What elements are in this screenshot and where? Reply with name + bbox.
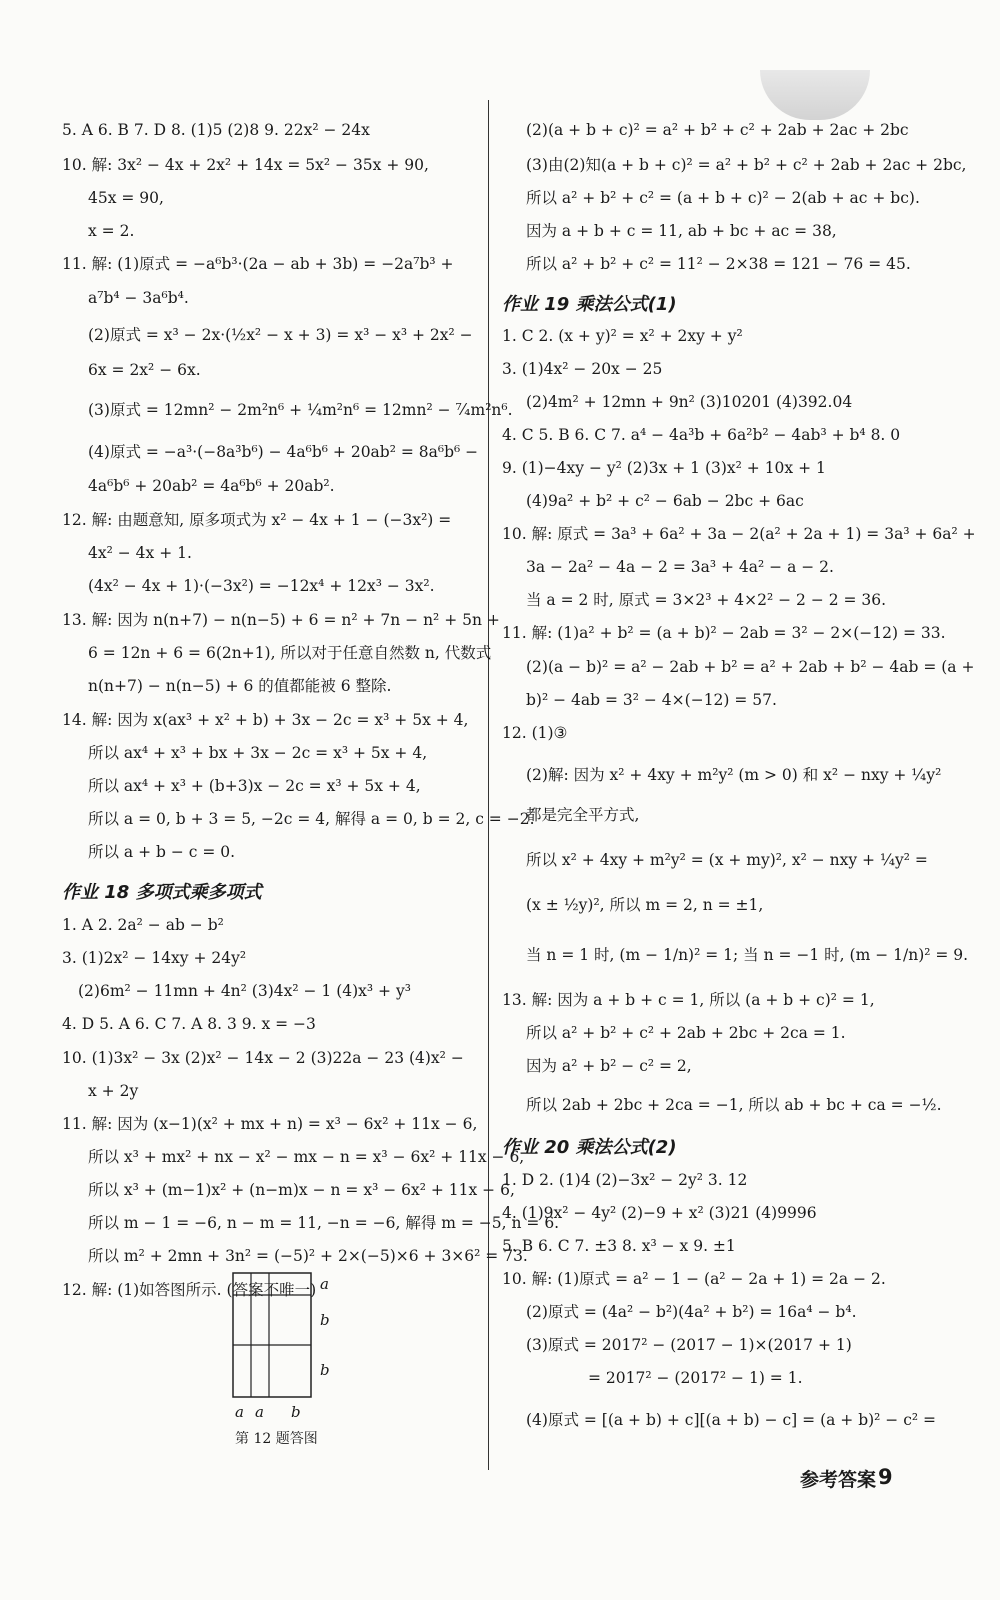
answer-line: 1. C 2. (x + y)² = x² + 2xy + y² [502,327,743,345]
answer-line: 所以 m − 1 = −6, n − m = 11, −n = −6, 解得 m = −5, n = 6. [88,1214,560,1232]
answer-line: 所以 x³ + mx² + nx − x² − mx − n = x³ − 6x² + 11x − 6, [88,1148,525,1166]
section-heading: 作业 20 乘法公式(2) [502,1137,677,1158]
answer-line: (3)原式 = 12mn² − 2m²n⁶ + ¼m²n⁶ = 12mn² − ⁷⁄₄m²n⁶. [88,401,513,419]
section-heading: 作业 18 多项式乘多项式 [62,882,262,903]
answer-line: (4)9a² + b² + c² − 6ab − 2bc + 6ac [526,492,804,510]
answer-line: (2)原式 = (4a² − b²)(4a² + b²) = 16a⁴ − b⁴. [526,1303,857,1321]
answer-line: 14. 解: 因为 x(ax³ + x² + b) + 3x − 2c = x³ + 5x + 4, [62,711,469,729]
answer-line: 6 = 12n + 6 = 6(2n+1), 所以对于任意自然数 n, 代数式 [88,644,492,662]
answer-line: 当 n = 1 时, (m − 1/n)² = 1; 当 n = −1 时, (m − 1/n)² = 9. [526,946,969,964]
answer-line: x + 2y [88,1082,139,1100]
figure-label: b [320,1311,330,1329]
answer-line: (4x² − 4x + 1)·(−3x²) = −12x⁴ + 12x³ − 3x². [88,577,435,595]
figure-caption: 第 12 题答图 [235,1431,318,1447]
figure-label: a [255,1403,264,1421]
answer-line: 4. (1)9x² − 4y² (2)−9 + x² (3)21 (4)9996 [502,1204,817,1222]
answer-line: 11. 解: (1)a² + b² = (a + b)² − 2ab = 3² − 2×(−12) = 33. [502,624,946,642]
figure-label: a [320,1275,329,1293]
figure-label: b [320,1361,330,1379]
answer-line: 所以 ax⁴ + x³ + (b+3)x − 2c = x³ + 5x + 4, [88,777,421,795]
answer-line: b)² − 4ab = 3² − 4×(−12) = 57. [526,691,777,709]
answer-line: 12. (1)③ [502,724,568,742]
answer-line: 10. 解: 原式 = 3a³ + 6a² + 3a − 2(a² + 2a + 1) = 3a³ + 6a² + [502,525,976,543]
answer-line: 3. (1)4x² − 20x − 25 [502,360,663,378]
answer-line: 因为 a² + b² − c² = 2, [526,1057,692,1075]
answer-line: 10. 解: 3x² − 4x + 2x² + 14x = 5x² − 35x + 90, [62,156,429,174]
answer-line: (2)原式 = x³ − 2x·(½x² − x + 3) = x³ − x³ + 2x² − [88,326,473,344]
answer-line: (2)解: 因为 x² + 4xy + m²y² (m > 0) 和 x² − nxy + ¼y² [526,766,942,784]
answer-line: (x ± ½y)², 所以 m = 2, n = ±1, [526,896,764,914]
answer-line: (3)由(2)知(a + b + c)² = a² + b² + c² + 2ab + 2ac + 2bc, [526,156,967,174]
answer-line: 45x = 90, [88,189,164,207]
answer-line: 都是完全平方式, [526,806,640,824]
answer-line: (2)(a − b)² = a² − 2ab + b² = a² + 2ab + b² − 4ab = (a + [526,658,975,676]
answer-line: 13. 解: 因为 a + b + c = 1, 所以 (a + b + c)² = 1, [502,991,875,1009]
answer-line: a⁷b⁴ − 3a⁶b⁴. [88,289,189,307]
answer-line: 11. 解: 因为 (x−1)(x² + mx + n) = x³ − 6x² + 11x − 6, [62,1115,478,1133]
answer-line: n(n+7) − n(n−5) + 6 的值都能被 6 整除. [88,677,392,695]
answer-line: 4. D 5. A 6. C 7. A 8. 3 9. x = −3 [62,1015,316,1033]
answer-line: 所以 a = 0, b + 3 = 5, −2c = 4, 解得 a = 0, b = 2, c = −2. [88,810,535,828]
answer-line: 1. D 2. (1)4 (2)−3x² − 2y² 3. 12 [502,1171,748,1189]
answer-line: 所以 a² + b² + c² = 11² − 2×38 = 121 − 76 = 45. [526,255,911,273]
section-heading: 作业 19 乘法公式(1) [502,294,677,315]
answer-line: 4a⁶b⁶ + 20ab² = 4a⁶b⁶ + 20ab². [88,477,335,495]
answer-line: 9. (1)−4xy − y² (2)3x + 1 (3)x² + 10x + 1 [502,459,826,477]
answer-line: 所以 x² + 4xy + m²y² = (x + my)², x² − nxy + ¼y² = [526,851,928,869]
answer-line: 所以 x³ + (m−1)x² + (n−m)x − n = x³ − 6x² + 11x − 6, [88,1181,515,1199]
figure-label: a [235,1403,244,1421]
answer-line: 所以 m² + 2mn + 3n² = (−5)² + 2×(−5)×6 + 3×6² = 73. [88,1247,528,1265]
answer-line: (3)原式 = 2017² − (2017 − 1)×(2017 + 1) [526,1336,852,1354]
answer-line: = 2017² − (2017² − 1) = 1. [588,1369,803,1387]
answer-line: 3a − 2a² − 4a − 2 = 3a³ + 4a² − a − 2. [526,558,834,576]
answer-line: 4x² − 4x + 1. [88,544,192,562]
answer-line: x = 2. [88,222,135,240]
figure-label: b [291,1403,301,1421]
answer-line: 10. 解: (1)原式 = a² − 1 − (a² − 2a + 1) = 2a − 2. [502,1270,886,1288]
footer-label: 参考答案 [800,1469,877,1491]
answer-line: (4)原式 = −a³·(−8a³b⁶) − 4a⁶b⁶ + 20ab² = 8a⁶b⁶ − [88,443,479,461]
answer-line: 5. A 6. B 7. D 8. (1)5 (2)8 9. 22x² − 24x [62,121,370,139]
answer-line: 12. 解: (1)如答图所示. (答案不唯一) [62,1281,317,1299]
answer-line: 所以 ax⁴ + x³ + bx + 3x − 2c = x³ + 5x + 4, [88,744,428,762]
answer-line: 10. (1)3x² − 3x (2)x² − 14x − 2 (3)22a − 23 (4)x² − [62,1049,464,1067]
answer-line: 1. A 2. 2a² − ab − b² [62,916,224,934]
answer-line: (2)(a + b + c)² = a² + b² + c² + 2ab + 2ac + 2bc [526,121,909,139]
answer-line: 6x = 2x² − 6x. [88,361,201,379]
top-decoration [760,70,870,120]
answer-line: 因为 a + b + c = 11, ab + bc + ac = 38, [526,222,837,240]
answer-line: 5. B 6. C 7. ±3 8. x³ − x 9. ±1 [502,1237,736,1255]
answer-line: 所以 a + b − c = 0. [88,843,236,861]
answer-line: 所以 a² + b² + c² = (a + b + c)² − 2(ab + ac + bc). [526,189,920,207]
grid-outline [233,1273,311,1397]
answer-line: 4. C 5. B 6. C 7. a⁴ − 4a³b + 6a²b² − 4ab³ + b⁴ 8. 0 [502,426,901,444]
answer-line: (2)4m² + 12mn + 9n² (3)10201 (4)392.04 [526,393,853,411]
answer-line: 当 a = 2 时, 原式 = 3×2³ + 4×2² − 2 − 2 = 36. [526,591,887,609]
answer-line: 所以 a² + b² + c² + 2ab + 2bc + 2ca = 1. [526,1024,846,1042]
answer-line: 11. 解: (1)原式 = −a⁶b³·(2a − ab + 3b) = −2a⁷b³ + [62,255,454,273]
answer-line: 13. 解: 因为 n(n+7) − n(n−5) + 6 = n² + 7n − n² + 5n + [62,611,500,629]
answer-line: (2)6m² − 11mn + 4n² (3)4x² − 1 (4)x³ + y³ [78,982,411,1000]
answer-line: 所以 2ab + 2bc + 2ca = −1, 所以 ab + bc + ca = −½. [526,1096,942,1114]
answer-line: 3. (1)2x² − 14xy + 24y² [62,949,247,967]
answer-line: 12. 解: 由题意知, 原多项式为 x² − 4x + 1 − (−3x²) = [62,511,452,529]
page-number: 9 [878,1465,893,1489]
answer-line: (4)原式 = [(a + b) + c][(a + b) − c] = (a + b)² − c² = [526,1411,937,1429]
